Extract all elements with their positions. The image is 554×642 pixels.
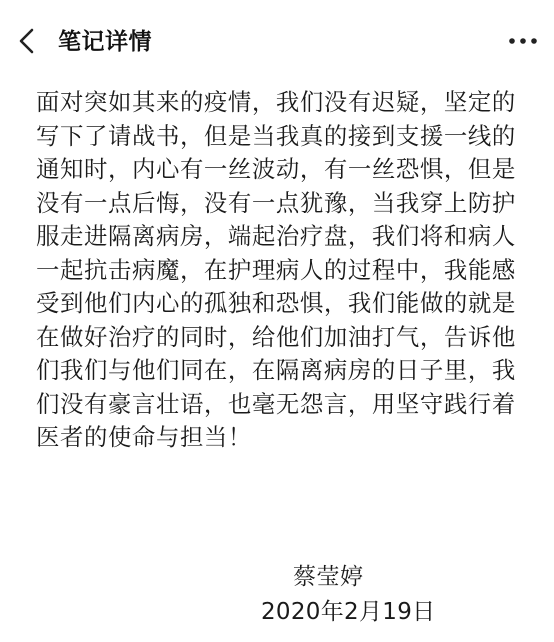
more-options-button[interactable] bbox=[506, 28, 540, 54]
page-title: 笔记详情 bbox=[58, 29, 152, 55]
back-button[interactable] bbox=[10, 24, 44, 58]
note-signature: 蔡莹婷 bbox=[293, 564, 364, 590]
note-body-text: 面对突如其来的疫情，我们没有迟疑，坚定的写下了请战书，但是当我真的接到支援一线的通知时，内心有一丝波动，有一丝恐惧，但是没有一点后悔，没有一点犹豫，当我穿上防护服走进隔离病房，端起治疗盘，我们将和病人一起抗击病魔，在护理病人的过程中，我能感受到他们内心的孤独和恐惧，我们能做的就是在做好治疗的同时，给他们加油打气，告诉他们我们与他们同在，在隔离病房的日子里，我们没有豪言壮语，也毫无怨言，用坚守践行着医者的使命与担当！ bbox=[36, 88, 516, 451]
top-bar bbox=[0, 0, 554, 84]
note-date: 2020年2月19日 bbox=[261, 599, 436, 625]
more-vertical-icon bbox=[508, 37, 538, 45]
chevron-left-icon bbox=[18, 28, 36, 54]
